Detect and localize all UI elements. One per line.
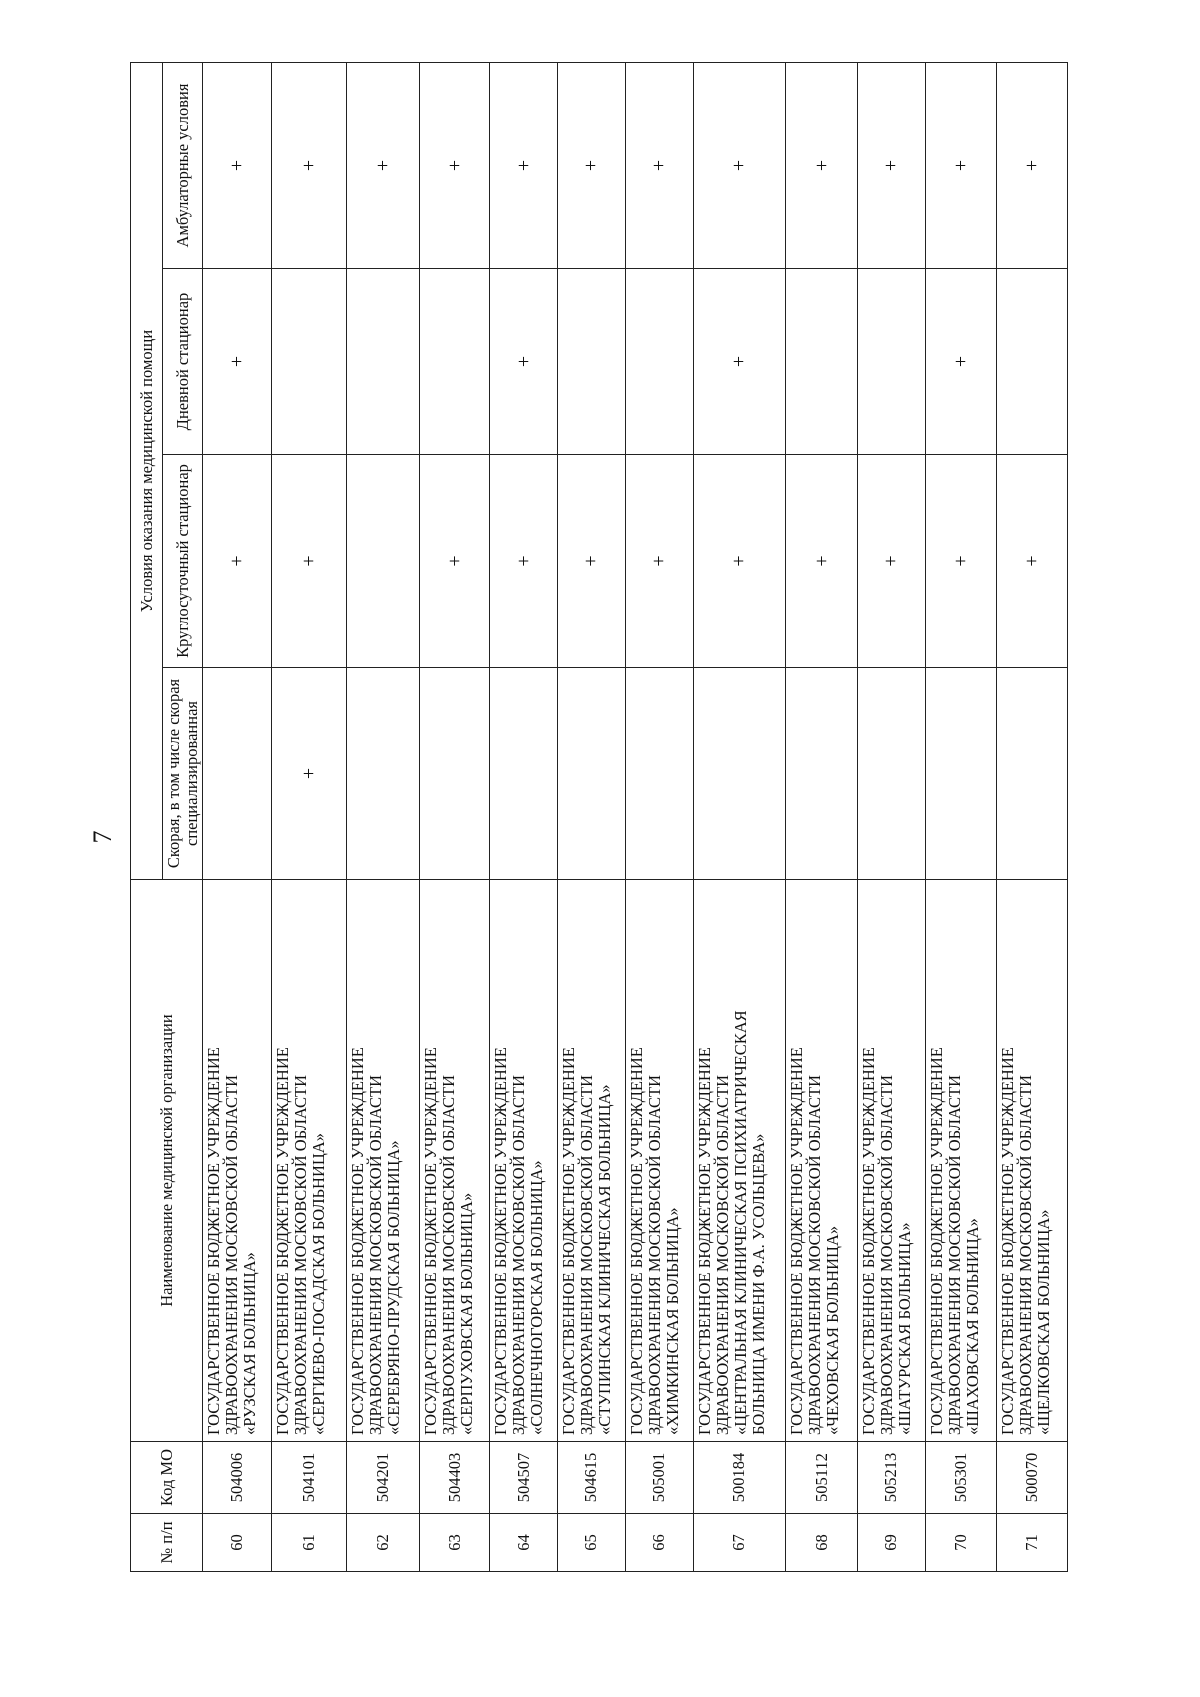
outpatient-mark: + — [786, 63, 858, 269]
ambulance-mark — [347, 668, 420, 880]
day-hospital-mark — [271, 269, 346, 455]
day-hospital-mark — [858, 269, 926, 455]
table-row — [625, 63, 693, 1572]
day-hospital-mark: + — [693, 269, 786, 455]
organization-name-line: «ШАХОВСКАЯ БОЛЬНИЦА» — [962, 1218, 982, 1435]
table-row — [347, 63, 420, 1572]
inpatient-mark — [347, 455, 420, 668]
table-row — [420, 63, 490, 1572]
outpatient-mark: + — [203, 63, 272, 269]
outpatient-mark: + — [858, 63, 926, 269]
row-number: 65 — [557, 1514, 625, 1572]
ambulance-mark — [420, 668, 490, 880]
ambulance-mark: + — [271, 668, 346, 880]
table-body — [203, 63, 1068, 1572]
organization-name-line: ГОСУДАРСТВЕННОЕ БЮДЖЕТНОЕ УЧРЕЖДЕНИЕ — [626, 1047, 646, 1435]
mo-code: 500184 — [693, 1442, 786, 1514]
day-hospital-mark — [625, 269, 693, 455]
row-number: 63 — [420, 1514, 490, 1572]
organization-name-line: ЗДРАВООХРАНЕНИЯ МОСКОВСКОЙ ОБЛАСТИ — [805, 1074, 825, 1435]
row-number: 71 — [996, 1514, 1067, 1572]
outpatient-mark: + — [925, 63, 996, 269]
ambulance-mark — [557, 668, 625, 880]
outpatient-mark: + — [420, 63, 490, 269]
inpatient-mark: + — [420, 455, 490, 668]
table-row — [925, 63, 996, 1572]
header-inpatient: Круглосуточный стационар — [163, 455, 203, 668]
mo-code: 505301 — [925, 1442, 996, 1514]
outpatient-mark: + — [625, 63, 693, 269]
row-number: 60 — [203, 1514, 272, 1572]
day-hospital-mark — [557, 269, 625, 455]
table-row — [858, 63, 926, 1572]
organization-name-line: БОЛЬНИЦА ИМЕНИ Ф.А. УСОЛЬЦЕВА» — [748, 1133, 768, 1435]
outpatient-mark: + — [996, 63, 1067, 269]
mo-code: 504403 — [420, 1442, 490, 1514]
ambulance-mark — [858, 668, 926, 880]
organization-name-line: «РУЗСКАЯ БОЛЬНИЦА» — [240, 1252, 259, 1435]
ambulance-mark — [203, 668, 272, 880]
table-row — [203, 63, 272, 1572]
outpatient-mark: + — [490, 63, 558, 269]
ambulance-mark — [996, 668, 1067, 880]
organization-name-line: «ЩЕЛКОВСКАЯ БОЛЬНИЦА» — [1033, 1209, 1053, 1435]
inpatient-mark: + — [271, 455, 346, 668]
outpatient-mark: + — [347, 63, 420, 269]
organization-name-line: «СЕРПУХОВСКАЯ БОЛЬНИЦА» — [457, 1192, 477, 1435]
organization-name — [786, 880, 858, 1442]
organization-name-line: ГОСУДАРСТВЕННОЕ БЮДЖЕТНОЕ УЧРЕЖДЕНИЕ — [204, 1047, 223, 1435]
organization-name-line: «ШАТУРСКАЯ БОЛЬНИЦА» — [895, 1222, 915, 1435]
organization-name-line: ЗДРАВООХРАНЕНИЯ МОСКОВСКОЙ ОБЛАСТИ — [944, 1074, 964, 1435]
inpatient-mark: + — [996, 455, 1067, 668]
organization-name — [693, 880, 786, 1442]
inpatient-mark: + — [693, 455, 786, 668]
organization-name-line: «ЧЕХОВСКАЯ БОЛЬНИЦА» — [823, 1225, 843, 1435]
organization-name — [625, 880, 693, 1442]
organization-name-line: ГОСУДАРСТВЕННОЕ БЮДЖЕТНОЕ УЧРЕЖДЕНИЕ — [694, 1047, 714, 1435]
rotated-table-container — [130, 63, 1068, 1572]
organization-name-line: ЗДРАВООХРАНЕНИЯ МОСКОВСКОЙ ОБЛАСТИ — [366, 1074, 386, 1435]
inpatient-mark: + — [786, 455, 858, 668]
organization-name — [557, 880, 625, 1442]
header-num: № п/п — [131, 1514, 203, 1572]
organization-name — [347, 880, 420, 1442]
day-hospital-mark: + — [490, 269, 558, 455]
header-name: Наименование медицинской организации — [131, 880, 203, 1442]
organization-name — [271, 880, 346, 1442]
row-number: 67 — [693, 1514, 786, 1572]
organization-name-line: ЗДРАВООХРАНЕНИЯ МОСКОВСКОЙ ОБЛАСТИ — [712, 1074, 732, 1435]
day-hospital-mark — [996, 269, 1067, 455]
ambulance-mark — [693, 668, 786, 880]
day-hospital-mark — [786, 269, 858, 455]
ambulance-mark — [625, 668, 693, 880]
organization-name-line: ГОСУДАРСТВЕННОЕ БЮДЖЕТНОЕ УЧРЕЖДЕНИЕ — [421, 1047, 441, 1435]
organization-name-line: «ХИМКИНСКАЯ БОЛЬНИЦА» — [662, 1207, 682, 1435]
organization-name-line: ГОСУДАРСТВЕННОЕ БЮДЖЕТНОЕ УЧРЕЖДЕНИЕ — [491, 1047, 511, 1435]
mo-code: 504101 — [271, 1442, 346, 1514]
organization-name-line: «СОЛНЕЧНОГОРСКАЯ БОЛЬНИЦА» — [527, 1160, 547, 1435]
inpatient-mark: + — [203, 455, 272, 668]
inpatient-mark: + — [490, 455, 558, 668]
organization-name-line: «СЕРГИЕВО-ПОСАДСКАЯ БОЛЬНИЦА» — [308, 1133, 328, 1435]
organization-name-line: «СТУПИНСКАЯ КЛИНИЧЕСКАЯ БОЛЬНИЦА» — [594, 1084, 614, 1435]
header-conditions-group: Условия оказания медицинской помощи — [131, 63, 163, 880]
medical-organizations-table — [130, 62, 1068, 1572]
organization-name-line: ЗДРАВООХРАНЕНИЯ МОСКОВСКОЙ ОБЛАСТИ — [576, 1074, 596, 1435]
row-number: 70 — [925, 1514, 996, 1572]
table-row — [693, 63, 786, 1572]
organization-name-line: ЗДРАВООХРАНЕНИЯ МОСКОВСКОЙ ОБЛАСТИ — [290, 1074, 310, 1435]
header-row-top — [131, 63, 163, 1572]
header-day-hospital: Дневной стационар — [163, 269, 203, 455]
organization-name-line: ЗДРАВООХРАНЕНИЯ МОСКОВСКОЙ ОБЛАСТИ — [509, 1074, 529, 1435]
mo-code: 504507 — [490, 1442, 558, 1514]
inpatient-mark: + — [925, 455, 996, 668]
organization-name-line: ГОСУДАРСТВЕННОЕ БЮДЖЕТНОЕ УЧРЕЖДЕНИЕ — [348, 1047, 368, 1435]
organization-name-line: ЗДРАВООХРАНЕНИЯ МОСКОВСКОЙ ОБЛАСТИ — [644, 1074, 664, 1435]
organization-name — [203, 880, 272, 1442]
row-number: 69 — [858, 1514, 926, 1572]
header-code: Код МО — [131, 1442, 203, 1514]
mo-code: 505213 — [858, 1442, 926, 1514]
ambulance-mark — [786, 668, 858, 880]
mo-code: 504615 — [557, 1442, 625, 1514]
organization-name-line: «ЦЕНТРАЛЬНАЯ КЛИНИЧЕСКАЯ ПСИХИАТРИЧЕСКАЯ — [730, 1010, 750, 1435]
organization-name — [858, 880, 926, 1442]
day-hospital-mark — [420, 269, 490, 455]
organization-name-line: ЗДРАВООХРАНЕНИЯ МОСКОВСКОЙ ОБЛАСТИ — [439, 1074, 459, 1435]
organization-name — [490, 880, 558, 1442]
table-row — [996, 63, 1067, 1572]
mo-code: 504201 — [347, 1442, 420, 1514]
header-ambulance: Скорая, в том числе скорая специализированная — [163, 668, 203, 880]
header-outpatient: Амбулаторные условия — [163, 63, 203, 269]
mo-code: 505001 — [625, 1442, 693, 1514]
organization-name-line: ЗДРАВООХРАНЕНИЯ МОСКОВСКОЙ ОБЛАСТИ — [1015, 1074, 1035, 1435]
outpatient-mark: + — [693, 63, 786, 269]
organization-name-line: ЗДРАВООХРАНЕНИЯ МОСКОВСКОЙ ОБЛАСТИ — [877, 1074, 897, 1435]
ambulance-mark — [925, 668, 996, 880]
organization-name — [925, 880, 996, 1442]
table-row — [271, 63, 346, 1572]
inpatient-mark: + — [858, 455, 926, 668]
table-row — [490, 63, 558, 1572]
outpatient-mark: + — [557, 63, 625, 269]
row-number: 62 — [347, 1514, 420, 1572]
mo-code: 505112 — [786, 1442, 858, 1514]
organization-name-line: ГОСУДАРСТВЕННОЕ БЮДЖЕТНОЕ УЧРЕЖДЕНИЕ — [558, 1047, 578, 1435]
inpatient-mark: + — [625, 455, 693, 668]
row-number: 68 — [786, 1514, 858, 1572]
outpatient-mark: + — [271, 63, 346, 269]
organization-name-line: ЗДРАВООХРАНЕНИЯ МОСКОВСКОЙ ОБЛАСТИ — [222, 1074, 241, 1435]
organization-name-line: ГОСУДАРСТВЕННОЕ БЮДЖЕТНОЕ УЧРЕЖДЕНИЕ — [272, 1047, 292, 1435]
inpatient-mark: + — [557, 455, 625, 668]
organization-name — [996, 880, 1067, 1442]
table-row — [557, 63, 625, 1572]
row-number: 66 — [625, 1514, 693, 1572]
day-hospital-mark: + — [203, 269, 272, 455]
day-hospital-mark: + — [925, 269, 996, 455]
table-row — [786, 63, 858, 1572]
row-number: 64 — [490, 1514, 558, 1572]
day-hospital-mark — [347, 269, 420, 455]
ambulance-mark — [490, 668, 558, 880]
organization-name-line: ГОСУДАРСТВЕННОЕ БЮДЖЕТНОЕ УЧРЕЖДЕНИЕ — [787, 1047, 807, 1435]
organization-name-line: ГОСУДАРСТВЕННОЕ БЮДЖЕТНОЕ УЧРЕЖДЕНИЕ — [859, 1047, 879, 1435]
organization-name — [420, 880, 490, 1442]
organization-name-line: ГОСУДАРСТВЕННОЕ БЮДЖЕТНОЕ УЧРЕЖДЕНИЕ — [926, 1047, 946, 1435]
page-number: 7 — [88, 830, 117, 844]
mo-code: 500070 — [996, 1442, 1067, 1514]
row-number: 61 — [271, 1514, 346, 1572]
organization-name-line: «СЕРЕБРЯНО-ПРУДСКАЯ БОЛЬНИЦА» — [384, 1140, 404, 1435]
mo-code: 504006 — [203, 1442, 272, 1514]
organization-name-line: ГОСУДАРСТВЕННОЕ БЮДЖЕТНОЕ УЧРЕЖДЕНИЕ — [997, 1047, 1017, 1435]
